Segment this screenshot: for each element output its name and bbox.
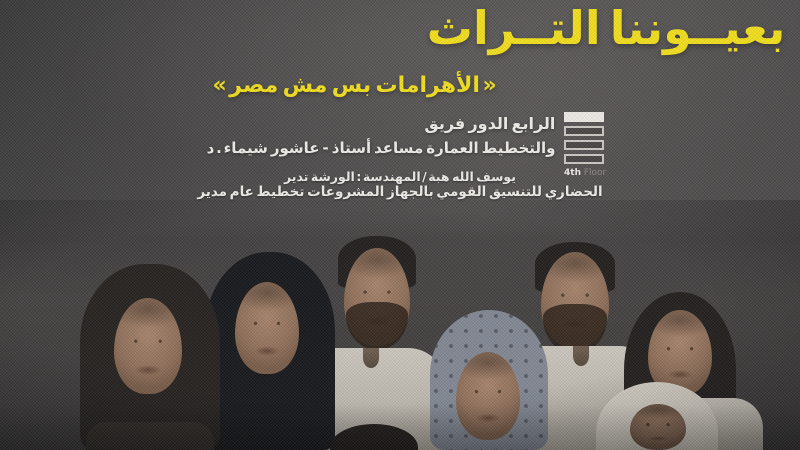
- poster-subtitle: « مصر مش بس الأهرامات »: [212, 73, 497, 98]
- face: [456, 352, 520, 440]
- workshop-manager-title-line: مدير عام تخطيط المشروعات بالجهاز القومي للتنسيق الحضاري: [197, 184, 603, 200]
- group-photo: [0, 200, 800, 450]
- beard: [346, 302, 408, 350]
- logo-floor-number: 4th: [564, 168, 581, 178]
- logo-floor-word: Floor: [583, 168, 607, 178]
- poster-title: التــراث بعيــوننا: [426, 1, 786, 55]
- logo-bar-solid: [564, 112, 604, 122]
- face: [114, 298, 182, 394]
- dark-top: [86, 422, 214, 450]
- logo-bar: [564, 154, 604, 164]
- logo-bar: [564, 140, 604, 150]
- person-woman-patterned-hijab: [430, 310, 548, 450]
- workshop-manager-line: تدير الورشة : المهندسة / هبة الله يوسف: [284, 169, 516, 184]
- face: [630, 404, 686, 450]
- workshop-block: [0, 169, 800, 200]
- supervisor-line: د . شيماء عاشور - أستاذ مساعد العمارة والتخطيط: [206, 139, 556, 157]
- team-line: فريق الدور الرابع: [424, 114, 556, 133]
- credits-block: [205, 111, 557, 160]
- person-woman-dark-hijab: [205, 252, 335, 450]
- face: [235, 282, 299, 374]
- person-woman-long-hair-left: [80, 264, 220, 450]
- person-woman-white-hijab: [596, 382, 718, 450]
- logo-bar: [564, 126, 604, 136]
